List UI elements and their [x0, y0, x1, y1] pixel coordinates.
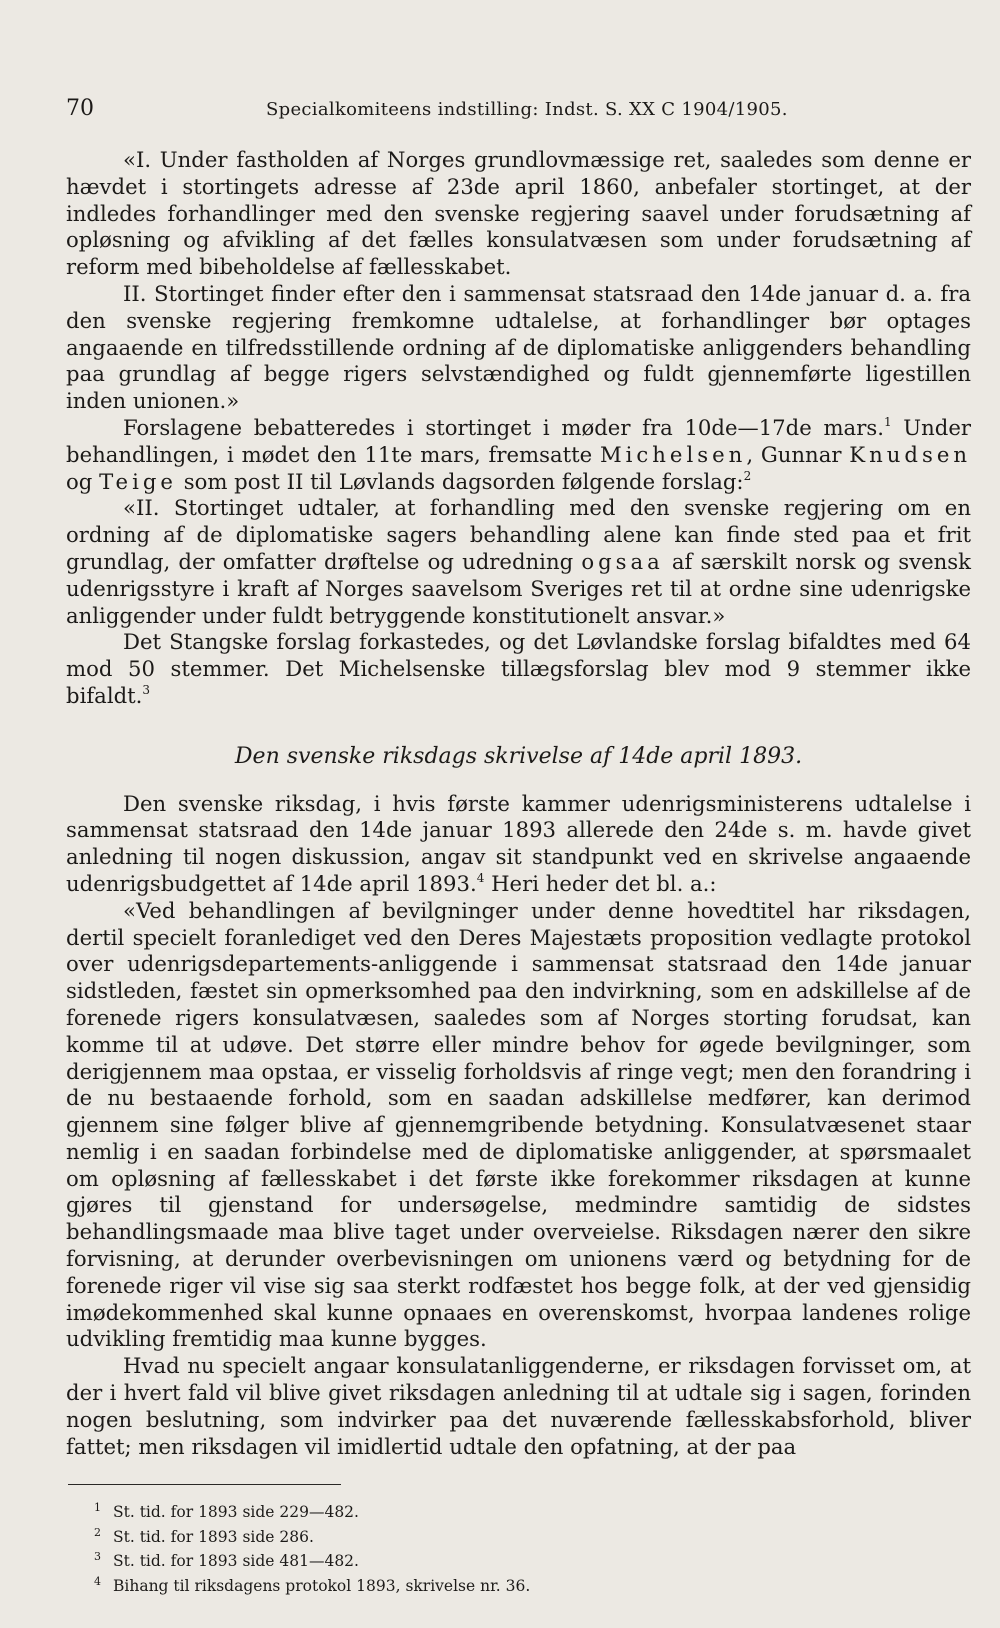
paragraph-amendment: [66, 495, 971, 629]
page-header: [66, 96, 920, 126]
footnote-1: [94, 1500, 530, 1525]
running-head: Specialkomiteens indstilling: Indst. S. XX C 1904/1905.: [266, 99, 788, 120]
emphasis-ogsaa: ogsaa: [581, 548, 664, 574]
text-span: Under behandlingen, i mødet den 11te mars, fremsatte: [66, 414, 972, 467]
text-span: og: [66, 468, 100, 494]
footnote-text: St. tid. for 1893 side 481—482.: [113, 1552, 359, 1570]
paragraph-proposal-2: II. Stortinget finder efter den i sammensat statsraad den 14de januar d. a. fra den svenske regjering fremkomne udtalelse, at forhandlinger bør optages angaaende en tilfredsstillende ordning af de diplomatiske anliggenders behandling paa grundlag af begge rigers selvstændighed og fuldt gjennemførte ligestillen inden unionen.»: [66, 280, 971, 414]
footnote-ref: 3: [142, 682, 151, 697]
footnotes: [94, 1500, 530, 1598]
footnote-text: St. tid. for 1893 side 229—482.: [113, 1503, 359, 1521]
text-span: Heri heder det bl. a.:: [484, 870, 717, 896]
paragraph-quote: «Ved behandlingen af bevilgninger under denne hovedtitel har riksdagen, dertil specielt foranlediget ved den Deres Majestæts proposition vedlagte protokol over udenrigsdepartements-anliggende i sammensat statsraad den 14de januar sidstleden, fæstet sin opmerksomhed paa den indvirkning, som en adskillelse af de forenede rigers konsulatvæsen, saaledes som af Norges storting forudsat, kan komme til at udøve. Det større eller mindre behov for øgede bevilgninger, som derigjennem maa opstaa, er visselig forholdsvis af ringe vegt; men den forandring i de nu bestaaende forhold, som en saadan adskillelse medfører, kan derimod gjennem sine følger blive af gjennemgribende betydning. Konsulatvæsenet staar nemlig i en saadan forbindelse med de diplomatiske anliggender, at spørsmaalet om opløsning af fællesskabet i det første ikke forekommer riksdagen at kunne gjøres til gjenstand for undersøgelse, medmindre samtidig de sidstes behandlingsmaade maa blive taget under overveielse. Riksdagen nærer den sikre forvisning, at derunder overbevisningen om unionens værd og betydning for de forenede riger vil vise sig saa sterkt rodfæstet hos begge folk, at der ved gjensidig imødekommenhed skal kunne opnaaes en overenskomst, hvorpaa landenes rolige udvikling fremtidig maa kunne bygges.: [66, 897, 971, 1352]
text-span: Forslagene bebatteredes i stortinget i møder fra 10de—17de mars.: [123, 414, 884, 440]
footnote-divider: [68, 1484, 341, 1485]
paragraph-consulate: Hvad nu specielt angaar konsulatanliggenderne, er riksdagen forvisset om, at der i hvert fald vil blive givet riksdagen anledning til at udtale sig i sagen, forinden nogen beslutning, som indvirker paa det nuværende fællesskabsforhold, bliver fattet; men riksdagen vil imidlertid udtale den opfatning, at der paa: [66, 1353, 971, 1459]
footnote-3: [94, 1549, 530, 1574]
text-span: som post II til Løvlands dagsorden følgende forslag:: [176, 468, 744, 494]
text-span: Det Stangske forslag forkastedes, og det Løvlandske forslag bifaldtes med 64 mod 50 stemmer. Det Michelsenske tillægsforslag blev mod 9 stemmer ikke bifaldt.: [66, 629, 971, 708]
person-name-knudsen: Knudsen: [849, 441, 972, 467]
person-name-teige: Teige: [99, 468, 177, 494]
paragraph-riksdag: [66, 791, 971, 898]
footnote-text: Bihang til riksdagens protokol 1893, skrivelse nr. 36.: [113, 1576, 531, 1595]
text-span: af særskilt norsk og svensk udenrigsstyre i kraft af Norges saavelsom Sveriges ret til at ordne sine udenrigske anliggender under fuldt betryggende konstitutionelt ansvar.»: [66, 548, 971, 628]
paragraph-debate: [66, 415, 971, 495]
footnote-text: St. tid. for 1893 side 286.: [113, 1527, 314, 1546]
text-span: Den svenske riksdag, i hvis første kammer udenrigsministerens udtalelse i sammensat statsraad den 14de januar 1893 allerede den 24de s. m. havde givet anledning til nogen diskussion, angav sit standpunkt ved en skrivelse angaaende udenrigsbudgettet af 14de april 1893.: [66, 790, 971, 896]
text-span: «II. Stortinget udtaler, at forhandling med den svenske regjering om en ordning af de diplomatiske sagers behandling alene kan finde sted paa et frit grundlag, der omfatter drøftelse og udredning: [66, 495, 971, 574]
footnote-ref: 4: [476, 870, 485, 885]
footnote-mark: 2: [94, 1525, 101, 1539]
section-title: Den svenske riksdags skrivelse af 14de april 1893.: [234, 743, 803, 769]
text-span: , Gunnar: [746, 441, 850, 467]
page-number: 70: [66, 96, 94, 121]
footnote-mark: 4: [94, 1574, 101, 1588]
paragraph-vote-result: [66, 629, 971, 709]
footnote-ref: 1: [883, 414, 892, 429]
footnote-ref: 2: [743, 468, 752, 483]
person-name-michelsen: Michelsen: [599, 441, 747, 467]
paragraph-proposal-1: «I. Under fastholden af Norges grundlovmæssige ret, saaledes som denne er hævdet i stortingets adresse af 23de april 1860, anbefaler stortinget, at der indledes forhandlinger med den svenske regjering saavel under forudsætning af opløsning og afvikling af det fælles konsulatvæsen som under forudsætning af reform med bibeholdelse af fællesskabet.: [66, 147, 971, 280]
footnote-mark: 1: [94, 1501, 101, 1514]
footnote-4: [94, 1574, 530, 1599]
footnote-mark: 3: [94, 1550, 101, 1563]
footnote-2: [94, 1525, 530, 1550]
body-text: [66, 147, 971, 1460]
